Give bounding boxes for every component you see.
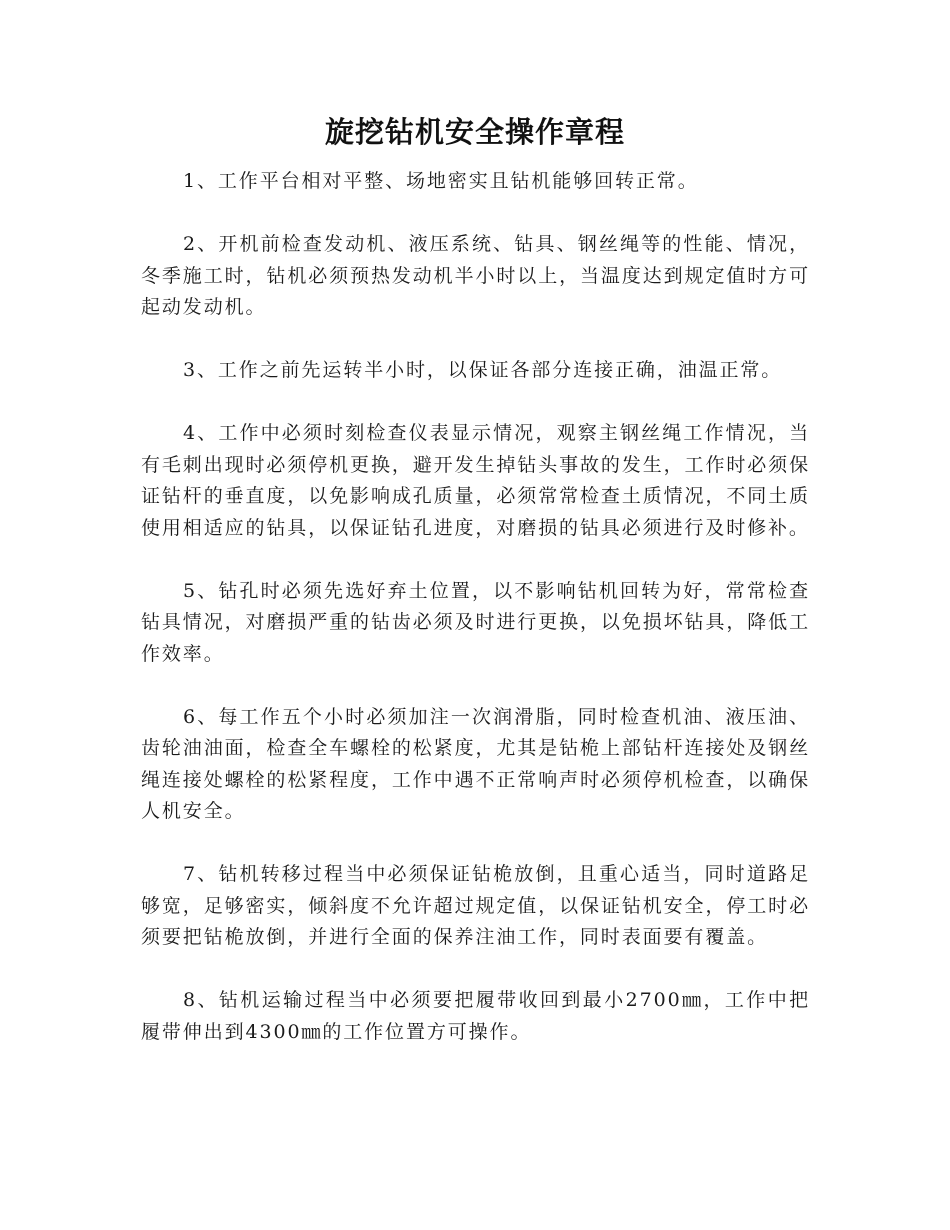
paragraph-8: 8、钻机运输过程当中必须要把履带收回到最小2700㎜，工作中把履带伸出到4300㎜的工作位置方可操作。 <box>141 989 810 1043</box>
paragraph-5: 5、钻孔时必须先选好弃土位置，以不影响钻机回转为好，常常检查钻具情况，对磨损严重的钻齿必须及时进行更换，以免损坏钻具，降低工作效率。 <box>141 579 810 665</box>
paragraph-6: 6、每工作五个小时必须加注一次润滑脂，同时检查机油、液压油、齿轮油油面，检查全车螺栓的松紧度，尤其是钻桅上部钻杆连接处及钢丝绳连接处螺栓的松紧程度，工作中遇不正常响声时必须停机检查，以确保人机安全。 <box>141 705 810 822</box>
paragraph-7: 7、钻机转移过程当中必须保证钻桅放倒，且重心适当，同时道路足够宽，足够密实，倾斜度不允许超过规定值，以保证钻机安全，停工时必须要把钻桅放倒，并进行全面的保养注油工作，同时表面要有覆盖。 <box>141 863 810 948</box>
paragraph-3: 3、工作之前先运转半小时，以保证各部分连接正确，油温正常。 <box>183 359 783 381</box>
document-title: 旋挖钻机安全操作章程 <box>324 115 625 149</box>
paragraph-4: 4、工作中必须时刻检查仪表显示情况，观察主钢丝绳工作情况，当有毛刺出现时必须停机更换，避开发生掉钻头事故的发生，工作时必须保证钻杆的垂直度，以免影响成孔质量，必须常常检查土质情况，不同土质使用相适应的钻具，以保证钻孔进度，对磨损的钻具必须进行及时修补。 <box>141 422 810 539</box>
paragraph-2: 2、开机前检查发动机、液压系统、钻具、钢丝绳等的性能、情况，冬季施工时，钻机必须预热发动机半小时以上，当温度达到规定值时方可起动发动机。 <box>141 233 810 318</box>
document-body <box>141 166 810 1048</box>
paragraph-1: 1、工作平台相对平整、场地密实且钻机能够回转正常。 <box>183 170 699 192</box>
